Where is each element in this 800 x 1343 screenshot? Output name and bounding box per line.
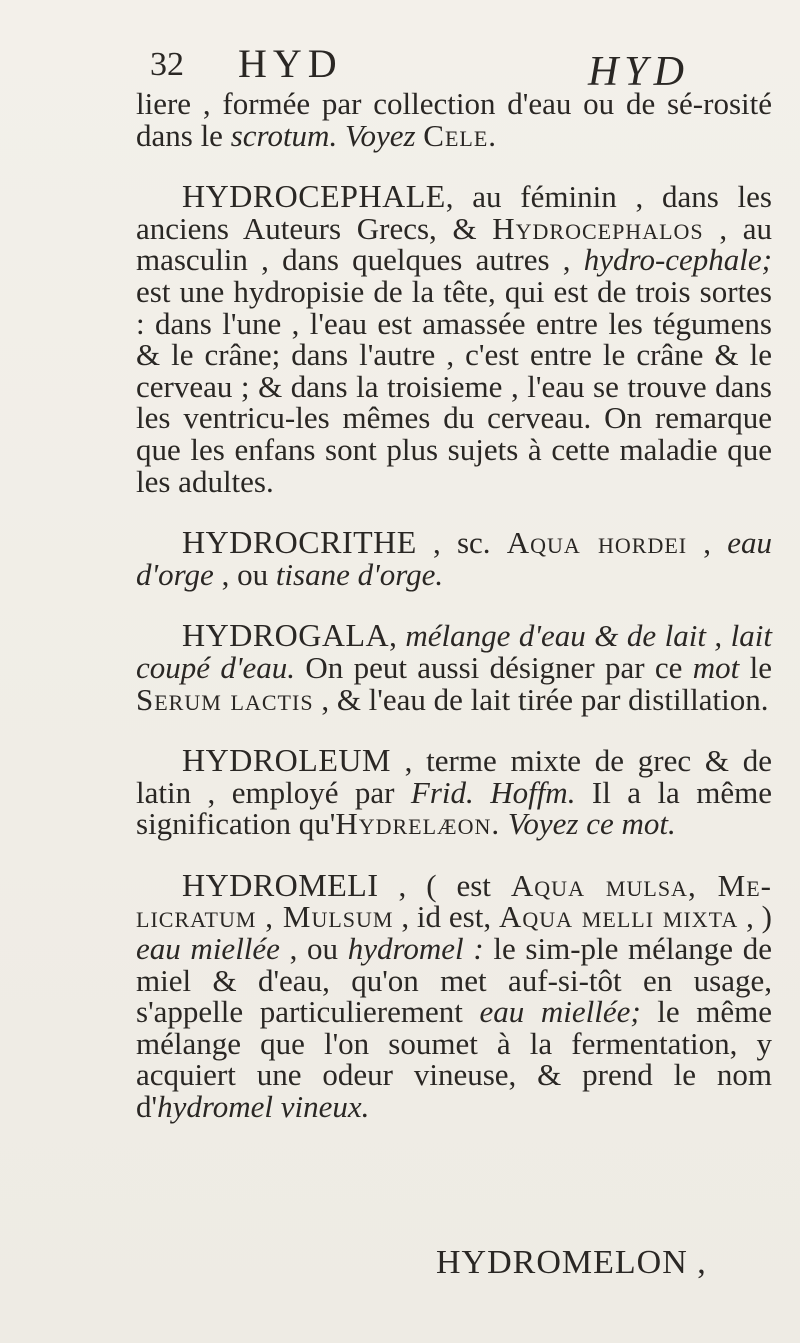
italic-term: eau miellée [136,931,280,967]
italic-term: tisane d'orge. [275,556,444,592]
entry-text: On peut aussi désigner par ce [295,649,693,685]
entry-text: , au masculin , dans quelques autres , [136,210,773,278]
entry-text: , [687,525,728,561]
entry-text: est une hydropisie de la tête, qui est de trois sortes : dans l'une , l'eau est amassée entre les tégumens & le crâne; dans l'autre , c'est entre le crâne & le cerveau ; & dans la troisieme , l'eau se trouve dans les ventricu-les mêmes du cerveau. On remarque que les enfans sont plus sujets à cette maladie que les adultes. [136,273,772,499]
entry-text: , id est, [393,899,499,935]
entry-headword: HYDROGALA [182,617,390,654]
entry-gap [136,715,772,745]
dictionary-entry [136,178,773,499]
page-number: 32 [150,46,184,83]
entry-text: Il a la même signification qu' [136,774,772,842]
entry-headword: HYDROLEUM [182,742,391,779]
right-running-head: HYD [587,49,690,95]
italic-term: Voyez ce mot. [507,806,676,842]
dictionary-entry [136,617,772,717]
entry-gap [136,590,772,620]
entry-text: , ( est [378,867,511,903]
small-caps-term: Aqua mulsa, Me-licratum , Mulsum [136,867,772,935]
small-caps-term: Serum lactis [136,681,314,717]
italic-term: hydromel vineux. [157,1089,370,1125]
entry-text: le même mélange que l'on soumet à la fermentation, y acquiert une odeur vineuse, & prend le nom d' [136,994,772,1125]
dictionary-entry [136,524,773,592]
italic-term: scrotum. Voyez [230,117,416,153]
italic-term: mélange d'eau & de lait , lait coupé d'eau. [136,618,772,685]
entry-text: le sim-ple mélange de miel & d'eau, qu'on met auf-si-tôt en usage, s'appelle particulierement [136,931,772,1030]
small-caps-term: Aqua melli mixta [498,899,739,935]
entry-text: , ou [213,556,276,592]
entry-text: , & l'eau de lait tirée par distillation. [313,681,769,717]
entry-headword: HYDROCRITHE [182,524,417,561]
italic-term: mot [692,649,740,685]
small-caps-term: Aqua hordei [506,525,688,561]
italic-term: eau d'orge [136,525,773,592]
entry-text: , ) [738,899,773,935]
entry-text: liere , formée par collection d'eau ou de sé-rosité dans le [136,86,772,153]
dictionary-entry [136,866,773,1125]
entry-text: , terme mixte de grec & de latin , employé par [136,743,772,810]
italic-term: eau miellée; [479,994,641,1030]
entry-text: le [739,649,772,685]
italic-term: hydro-cephale; [583,242,772,278]
entry-headword: HYDROMELI [182,866,379,903]
entry-text [500,806,508,841]
italic-term: hydromel : [347,931,484,967]
entry-text: , [389,618,406,654]
left-running-head: HYD [238,41,343,86]
small-caps-term: Hydrocephalos [492,210,704,246]
italic-term: Frid. Hoffm. [410,774,576,810]
entry-text: , sc. [416,525,507,561]
entry-headword: HYDROCEPHALE [182,178,446,215]
entry-text: , au féminin , dans les anciens Auteurs Grecs, & [136,179,772,246]
dictionary-entry [136,742,772,842]
dictionary-text [136,88,772,1123]
catchword: HYDROMELON , [436,1244,707,1281]
small-caps-term: Hydrelæon. [335,806,501,842]
entry-gap [136,151,772,181]
entry-gap [136,497,772,527]
entry-gap [136,840,772,870]
small-caps-term: Cele. [423,117,498,153]
dictionary-entry [136,88,772,151]
running-header [150,40,690,95]
entry-text: , ou [279,931,348,967]
